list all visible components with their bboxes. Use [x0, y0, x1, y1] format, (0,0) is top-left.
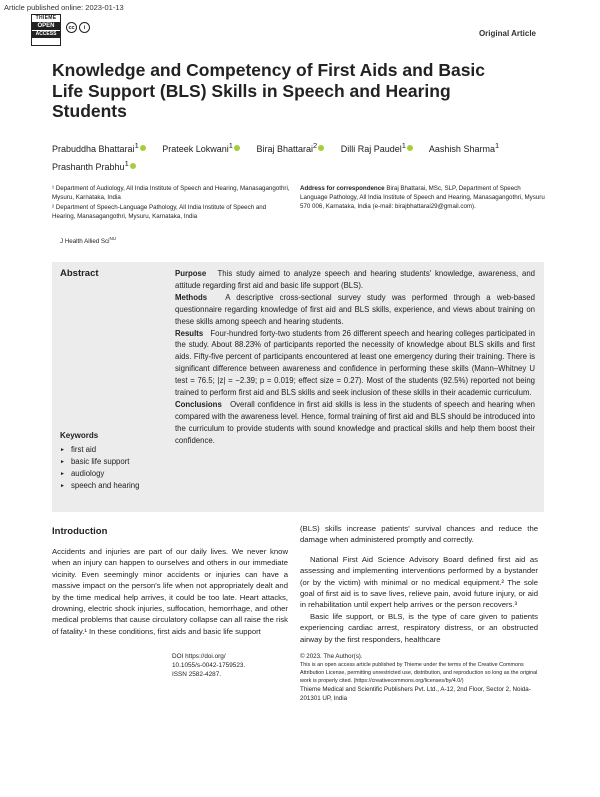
cc-icon: cc	[66, 22, 77, 33]
journal-citation: J Health Allied Sci$^{NU}$	[60, 236, 117, 246]
keyword: ► speech and hearing	[60, 480, 139, 492]
introduction-heading: Introduction	[52, 526, 108, 537]
logo-text-open: OPEN	[32, 22, 60, 30]
author[interactable]: Prashanth Prabhu$^1$	[52, 162, 136, 172]
author-list	[52, 139, 532, 174]
publisher-address: Thieme Medical and Scientific Publishers Pvt. Ltd., A-12, 2nd Floor, Sector 2, Noida-201301 UP, India	[300, 686, 531, 702]
author[interactable]: Prateek Lokwani$^1$	[162, 144, 240, 154]
license-text: This is an open access article published by Thieme under the terms of the Creative Commons Attribution License, permitting unrestricted use, distribution, and reproduction so long as the original work is properly cited. (https://creativecommons.org/licenses/by/4.0/)	[300, 662, 538, 684]
issn: ISSN 2582-4287.	[172, 671, 222, 678]
affiliation: ² Department of Speech-Language Pathology, All India Institute of Speech and Hearing, Manasagangothri, Mysuru, Karnataka, India	[52, 204, 267, 220]
license-block	[300, 652, 540, 703]
abstract-methods: Methods A descriptive cross-sectional survey study was performed through a web-based questionnaire regarding knowledge of first aid and BLS skills, experience, and views about training on these skills among speech and hearing students.	[175, 292, 535, 326]
creative-commons-badge	[66, 22, 90, 33]
orcid-icon[interactable]	[407, 145, 413, 151]
abstract-heading: Abstract	[60, 268, 99, 279]
orcid-icon[interactable]	[318, 145, 324, 151]
thieme-open-access-logo	[31, 14, 61, 46]
orcid-icon[interactable]	[130, 163, 136, 169]
introduction-column-right	[300, 523, 538, 645]
logo-text-access: ACCESS	[32, 30, 60, 38]
correspondence-text: Biraj Bhattarai, MSc, SLP, Department of Speech Language Pathology, All India Institute of Speech and Hearing, Manasagangothri, Mysuru 570 006, Karnataka, India (e-mail: birajbhattarai29@gmail.com).	[300, 185, 545, 210]
doi-number[interactable]: 10.1055/s-0042-1759523.	[172, 662, 246, 669]
introduction-column-left	[52, 546, 288, 637]
abstract-results: Results Four-hundred forty-two students from 26 different speech and hearing colleges participated in the study. About 88.23% of participants reported the necessity of knowledge about BLS skills and first aids. Fifty-five percent of participants encountered at least one emergency during their training. There is significant difference between awareness and confidence in performing these skills (Mann–Whitney U test = 76.5; |z| = −2.39; p = 0.019; effect size = 0.27). Most of the students (92.5%) reported not being trained to perform first aid and BLS skills and seek inclusion of these skills in their academic curriculum.	[175, 328, 536, 398]
doi-link[interactable]: DOI https://doi.org/	[172, 653, 226, 660]
article-type: Original Article	[478, 29, 536, 38]
affiliation: ¹ Department of Audiology, All India Institute of Speech and Hearing, Manasagangothri, Mysuru, Karnataka, India	[52, 185, 290, 201]
logo-text-thieme: THIEME	[35, 15, 57, 21]
abstract-body	[175, 268, 535, 447]
keywords-list	[60, 444, 139, 492]
paragraph: National First Aid Science Advisory Board defined first aid as assessing and implementing interventions performed by a bystander (or by the victim) with minimal or no medical equipment.² The sole goal of first aid is to save lives, relieve pain, avoid future injury, or aid in rehabilitation until expert help arrives or the person recovers.³	[300, 554, 538, 610]
keywords-heading: Keywords	[60, 431, 99, 440]
by-attribution-icon: i	[79, 22, 90, 33]
copyright: © 2023. The Author(s).	[300, 653, 363, 660]
paragraph: Accidents and injuries are part of our daily lives. We never know when an injury can happen to ourselves and others in our immediate vicinity. Even seemingly minor accidents or injuries can have a massive impact on the person's life when not appropriately dealt and by the time medical help arrives, it could be too late. Heart attacks, drowning, electric shock injuries, suffocation, hemorrhage, and other medical problems that cause circulatory collapse can all raise the risk of fatality.¹ In these conditions, first aids and basic life support	[52, 547, 288, 636]
article-title: Knowledge and Competency of First Aids and Basic Life Support (BLS) Skills in Speech and Hearing Students	[52, 60, 486, 121]
abstract-conclusions: Conclusions Overall confidence in first aid skills is less in the students of speech and hearing when compared with the awareness level. Hence, formal training of first aid and BLS should be introduced into the curriculum to provide students with sound knowledge and practical skills and help them boost their confidence.	[175, 399, 535, 445]
keyword: ► first aid	[60, 444, 139, 456]
keyword: ► audiology	[60, 468, 139, 480]
paragraph: (BLS) skills increase patients' survival chances and reduce the damage when administered promptly and correctly.	[300, 524, 538, 545]
author[interactable]: Biraj Bhattarai$^2$	[256, 144, 324, 154]
author[interactable]: Aashish Sharma$^1$	[428, 141, 500, 154]
correspondence-label: Address for correspondence	[300, 185, 385, 192]
orcid-icon[interactable]	[234, 145, 240, 151]
paragraph: Basic life support, or BLS, is the type of care given to patients experiencing cardiac arrest, respiratory distress, or an obstructed airway by the first responders, healthcare	[300, 611, 538, 644]
keyword: ► basic life support	[60, 456, 139, 468]
affiliations	[52, 184, 290, 222]
author[interactable]: Dilli Raj Paudel$^1$	[341, 144, 413, 154]
orcid-icon[interactable]	[140, 145, 146, 151]
author[interactable]: Prabuddha Bhattarai$^1$	[52, 144, 146, 154]
publication-date: Article published online: 2023-01-13	[4, 3, 124, 12]
doi-block	[172, 652, 245, 679]
abstract-purpose: Purpose This study aimed to analyze speech and hearing students' knowledge, awareness, and attitude regarding first aid and basic life support (BLS).	[175, 269, 535, 290]
correspondence-address	[300, 184, 548, 211]
